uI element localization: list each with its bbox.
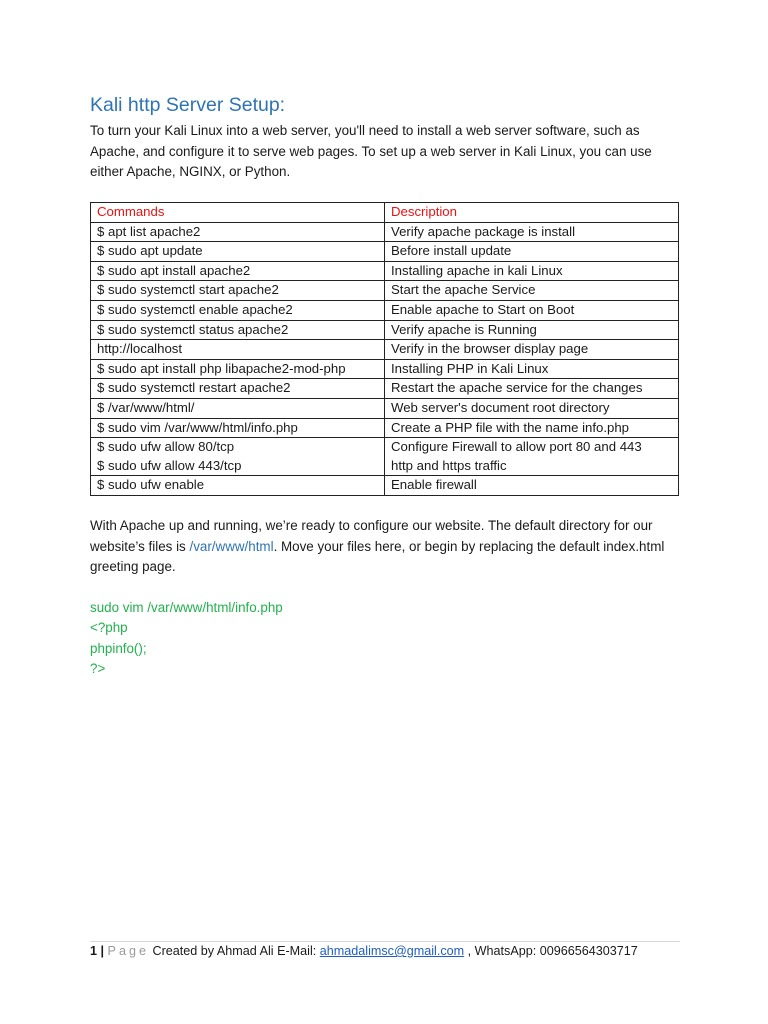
table-row: [91, 398, 679, 418]
directory-paragraph: [90, 516, 680, 578]
command-text: $ /var/www/html/: [97, 399, 195, 415]
page-footer: [90, 943, 638, 959]
email-link[interactable]: ahmadalimsc@gmail.com: [319, 944, 465, 958]
description-text: Before install update: [391, 243, 512, 259]
table-row: [91, 281, 679, 301]
command-cell: [91, 398, 385, 418]
table-row: [91, 222, 679, 242]
code-line: phpinfo();: [90, 640, 147, 656]
command-text: $ sudo systemctl enable apache2: [97, 301, 293, 317]
description-cell: [385, 438, 679, 476]
command-text: $ sudo apt install php libapache2-mod-php: [97, 360, 346, 376]
command-cell: [91, 379, 385, 399]
command-text: $ sudo systemctl start apache2: [97, 282, 279, 298]
command-text: $ apt list apache2: [97, 223, 201, 239]
footer-created-by: Created by Ahmad Ali E-Mail:: [152, 944, 317, 958]
command-cell: [91, 320, 385, 340]
table-row: [91, 242, 679, 262]
description-cell: [385, 476, 679, 496]
table-header-row: [91, 203, 679, 223]
command-text: $ sudo ufw allow 80/tcp: [97, 439, 235, 455]
table-body: [91, 222, 679, 495]
command-cell: [91, 222, 385, 242]
intro-paragraph: To turn your Kali Linux into a web server, you'll need to install a web server software, such as Apache, and configure it to serve web pages. To set up a web server in Kali Linux, you can use either Apache, NGINX, or Python.: [90, 123, 652, 179]
table-row: [91, 359, 679, 379]
description-text: Configure Firewall to allow port 80 and 443: [391, 439, 642, 455]
command-text: $ sudo apt install apache2: [97, 262, 251, 278]
command-cell: [91, 359, 385, 379]
header-description: Description: [385, 203, 679, 223]
table-row: [91, 418, 679, 438]
command-cell: [91, 340, 385, 360]
command-cell: [91, 300, 385, 320]
description-cell: [385, 300, 679, 320]
description-text: Web server's document root directory: [391, 399, 610, 415]
description-cell: [385, 340, 679, 360]
description-cell: [385, 281, 679, 301]
page-title: Kali http Server Setup:: [90, 94, 286, 116]
description-text: Verify in the browser display page: [391, 341, 589, 357]
table-row: [91, 320, 679, 340]
description-text: Start the apache Service: [391, 282, 536, 298]
command-text: $ sudo ufw enable: [97, 477, 205, 493]
command-text: $ sudo systemctl status apache2: [97, 321, 289, 337]
description-cell: [385, 320, 679, 340]
code-line: sudo vim /var/www/html/info.php: [90, 600, 283, 615]
footer-divider: [90, 941, 680, 942]
command-text: $ sudo vim /var/www/html/info.php: [97, 419, 298, 435]
table-row: [91, 340, 679, 360]
header-commands: Commands: [91, 203, 385, 223]
directory-text-start: With Apache up and running, we’re ready to configure our website. The default directory for our website’s files is: [90, 518, 653, 554]
description-cell: [385, 418, 679, 438]
command-text: $ sudo systemctl restart apache2: [97, 380, 291, 396]
description-text: Enable firewall: [391, 477, 477, 493]
command-text: http://localhost: [97, 341, 183, 357]
description-text: Enable apache to Start on Boot: [391, 301, 575, 317]
command-cell: [91, 242, 385, 262]
footer-whatsapp: , WhatsApp: 00966564303717: [467, 944, 638, 958]
description-cell: [385, 242, 679, 262]
code-line: <?php: [90, 620, 128, 636]
description-cell: [385, 261, 679, 281]
table-row: [91, 261, 679, 281]
description-cell: [385, 359, 679, 379]
description-text: Restart the apache service for the changes: [391, 380, 643, 396]
description-text: Installing PHP in Kali Linux: [391, 360, 549, 376]
directory-path: /var/www/html: [189, 538, 274, 554]
command-text: $ sudo ufw allow 443/tcp: [97, 457, 242, 473]
page-word: Page: [107, 944, 149, 958]
page-separator: |: [100, 944, 105, 958]
table-row: [91, 438, 679, 476]
description-text: Verify apache is Running: [391, 321, 537, 337]
description-text: http and https traffic: [391, 457, 507, 473]
description-text: Create a PHP file with the name info.php: [391, 419, 629, 435]
description-cell: [385, 222, 679, 242]
command-cell: [91, 418, 385, 438]
description-cell: [385, 379, 679, 399]
description-text: Verify apache package is install: [391, 223, 575, 239]
code-block: [90, 598, 283, 679]
code-line: ?>: [90, 660, 106, 676]
page-number: 1: [90, 944, 98, 958]
commands-table: [90, 202, 679, 496]
command-cell: [91, 281, 385, 301]
command-cell: [91, 261, 385, 281]
description-text: Installing apache in kali Linux: [391, 262, 563, 278]
command-cell: [91, 476, 385, 496]
table-row: [91, 379, 679, 399]
command-text: $ sudo apt update: [97, 243, 203, 259]
table-row: [91, 300, 679, 320]
directory-text-end: . Move your files here, or begin by replacing the default index.html greeting page.: [90, 538, 665, 574]
description-cell: [385, 398, 679, 418]
command-cell: [91, 438, 385, 476]
table-row: [91, 476, 679, 496]
